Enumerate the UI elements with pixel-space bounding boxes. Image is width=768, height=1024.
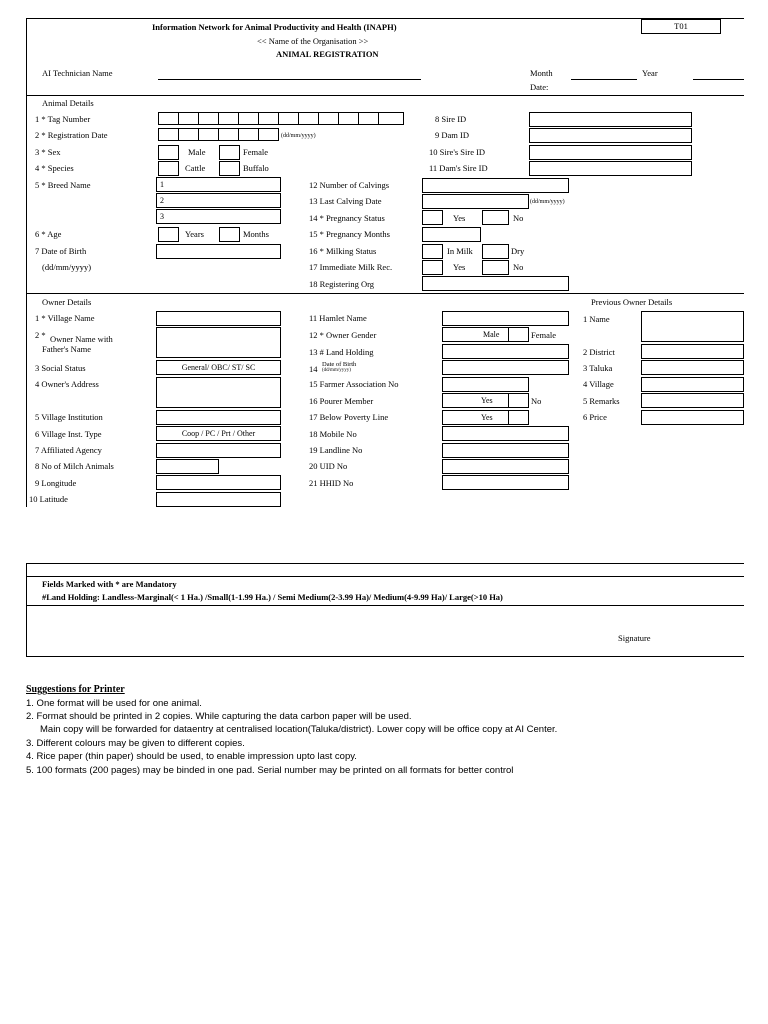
- tag-cell[interactable]: [158, 112, 179, 125]
- year-field[interactable]: [693, 79, 744, 80]
- village-institution-label: 5 Village Institution: [35, 412, 103, 422]
- milking-status-label: 16 * Milking Status: [309, 246, 377, 256]
- organisation-name: << Name of the Organisation >>: [257, 36, 369, 46]
- last-calving-label: 13 Last Calving Date: [309, 196, 382, 206]
- landline-label: 19 Landline No: [309, 445, 363, 455]
- uid-input[interactable]: [442, 459, 569, 474]
- age-months-input[interactable]: [219, 227, 240, 242]
- sire-id-input[interactable]: [529, 112, 692, 127]
- land-holding-note: #Land Holding: Landless-Marginal(< 1 Ha.) /Small(1-1.99 Ha.) / Semi Medium(2-3.99 Ha)/ Medium(4-9.99 Ha)/ Large(>10 Ha): [42, 592, 503, 602]
- prev-name-input[interactable]: [641, 311, 744, 342]
- age-label: 6 * Age: [35, 229, 62, 239]
- tag-number-label: 1 * Tag Number: [35, 114, 91, 124]
- section-divider: [26, 293, 744, 294]
- prev-taluka-input[interactable]: [641, 360, 744, 375]
- prev-village-label: 4 Village: [583, 379, 614, 389]
- footer-divider: [26, 576, 744, 577]
- species-buffalo-checkbox[interactable]: [219, 161, 240, 176]
- tag-cell[interactable]: [278, 112, 299, 125]
- age-years-input[interactable]: [158, 227, 179, 242]
- species-label: 4 * Species: [35, 163, 74, 173]
- breed-input-3[interactable]: 3: [156, 209, 281, 224]
- suggestions-title: Suggestions for Printer: [26, 684, 125, 695]
- registering-org-label: 18 Registering Org: [309, 279, 375, 289]
- pourer-member-label: 16 Pourer Member: [309, 396, 374, 406]
- prev-district-label: 2 District: [583, 347, 615, 357]
- village-name-label: 1 * Village Name: [35, 313, 95, 323]
- form-title: ANIMAL REGISTRATION: [276, 49, 379, 59]
- suggestion-item: 2. Format should be printed in 2 copies. While capturing the data carbon paper will be used.: [26, 711, 412, 722]
- owner-dob-input[interactable]: [442, 360, 569, 375]
- sex-male-checkbox[interactable]: [158, 145, 179, 160]
- dams-sire-id-input[interactable]: [529, 161, 692, 176]
- owner-name-label-1: Owner Name with: [50, 334, 113, 344]
- village-institution-input[interactable]: [156, 410, 281, 425]
- species-cattle-checkbox[interactable]: [158, 161, 179, 176]
- tag-cell[interactable]: [338, 112, 359, 125]
- uid-label: 20 UID No: [309, 461, 348, 471]
- sires-sire-id-input[interactable]: [529, 145, 692, 160]
- prev-remarks-input[interactable]: [641, 393, 744, 408]
- owner-name-number: 2 *: [35, 330, 46, 340]
- gender-female-label: Female: [531, 330, 557, 340]
- sex-male-label: Male: [188, 147, 206, 157]
- num-calvings-input[interactable]: [422, 178, 569, 193]
- species-buffalo-label: Buffalo: [243, 163, 269, 173]
- last-calving-input[interactable]: [422, 194, 529, 209]
- milk-rec-no-label: No: [513, 262, 524, 272]
- section-divider: [26, 95, 744, 96]
- longitude-input[interactable]: [156, 475, 281, 490]
- prev-remarks-label: 5 Remarks: [583, 396, 620, 406]
- form-top-border: [26, 18, 744, 19]
- pourer-no-label: No: [531, 396, 542, 406]
- hhid-input[interactable]: [442, 475, 569, 490]
- suggestion-item: 5. 100 formats (200 pages) may be binded in one pad. Serial number may be printed on all formats for better control: [26, 765, 514, 776]
- milk-rec-yes-label: Yes: [453, 262, 466, 272]
- previous-owner-title: Previous Owner Details: [591, 297, 673, 307]
- prev-taluka-label: 3 Taluka: [583, 363, 613, 373]
- species-cattle-label: Cattle: [185, 163, 206, 173]
- month-label: Month: [530, 68, 553, 78]
- tag-cell[interactable]: [258, 112, 279, 125]
- in-milk-checkbox[interactable]: [422, 244, 443, 259]
- pregnancy-yes-label: Yes: [453, 213, 466, 223]
- dob-format: (dd/mm/yyyy): [42, 262, 92, 272]
- pregnancy-no-label: No: [513, 213, 524, 223]
- tag-cell[interactable]: [358, 112, 379, 125]
- in-milk-label: In Milk: [447, 246, 473, 256]
- owner-dob-number: 14: [309, 364, 318, 374]
- pregnancy-months-input[interactable]: [422, 227, 481, 242]
- latitude-input[interactable]: [156, 492, 281, 507]
- affiliated-agency-input[interactable]: [156, 443, 281, 458]
- date-cell[interactable]: [178, 128, 199, 141]
- technician-name-field[interactable]: [158, 79, 421, 80]
- hamlet-name-input[interactable]: [442, 311, 569, 326]
- age-months-label: Months: [243, 229, 269, 239]
- month-field[interactable]: [571, 79, 637, 80]
- below-poverty-label: 17 Below Poverty Line: [309, 412, 389, 422]
- longitude-label: 9 Longitude: [35, 478, 77, 488]
- date-cell[interactable]: [158, 128, 179, 141]
- suggestion-item: Main copy will be forwarded for dataentry at centralised location(Taluka/district). Lower copy will be office copy at AI Center.: [40, 724, 558, 735]
- mobile-label: 18 Mobile No: [309, 429, 357, 439]
- prev-price-input[interactable]: [641, 410, 744, 425]
- owner-dob-label: Date of Birth: [322, 361, 357, 368]
- num-calvings-label: 12 Number of Calvings: [309, 180, 390, 190]
- land-holding-input[interactable]: [442, 344, 569, 359]
- gender-male-checkbox[interactable]: Male: [442, 327, 509, 342]
- dry-label: Dry: [511, 246, 525, 256]
- pregnancy-yes-checkbox[interactable]: [422, 210, 443, 225]
- dry-checkbox[interactable]: [482, 244, 509, 259]
- suggestion-item: 1. One format will be used for one animal.: [26, 698, 202, 709]
- milk-rec-yes-checkbox[interactable]: [422, 260, 443, 275]
- footer-top-border: [26, 563, 744, 564]
- sire-id-label: 8 Sire ID: [435, 114, 467, 124]
- tag-cell[interactable]: [238, 112, 259, 125]
- tag-cell[interactable]: [198, 112, 219, 125]
- owner-name-input[interactable]: [156, 327, 281, 358]
- date-cell[interactable]: [258, 128, 279, 141]
- address-input[interactable]: [156, 377, 281, 408]
- sires-sire-id-label: 10 Sire's Sire ID: [429, 147, 486, 157]
- breed-input-2[interactable]: 2: [156, 193, 281, 208]
- suggestion-item: 3. Different colours may be given to different copies.: [26, 738, 245, 749]
- dob-input[interactable]: [156, 244, 281, 259]
- address-label: 4 Owner's Address: [35, 379, 99, 389]
- tag-cell[interactable]: [178, 112, 199, 125]
- sex-female-label: Female: [243, 147, 269, 157]
- technician-label: AI Technician Name: [42, 68, 113, 78]
- tag-cell[interactable]: [378, 112, 404, 125]
- registering-org-input[interactable]: [422, 276, 569, 291]
- sex-female-checkbox[interactable]: [219, 145, 240, 160]
- prev-name-label: 1 Name: [583, 314, 610, 324]
- milk-rec-no-checkbox[interactable]: [482, 260, 509, 275]
- registration-date-format: (dd/mm/yyyy): [281, 133, 316, 139]
- org-line: Information Network for Animal Productivity and Health (INAPH): [152, 22, 397, 32]
- farmer-assoc-label: 15 Farmer Association No: [309, 379, 399, 389]
- footer-bottom-border: [26, 656, 744, 657]
- date-label: Date:: [530, 82, 549, 92]
- pregnancy-no-checkbox[interactable]: [482, 210, 509, 225]
- pregnancy-months-label: 15 * Pregnancy Months: [309, 229, 390, 239]
- land-holding-label: 13 # Land Holding: [309, 347, 374, 357]
- prev-price-label: 6 Price: [583, 412, 607, 422]
- tag-cell[interactable]: [318, 112, 339, 125]
- gender-female-checkbox[interactable]: [508, 327, 529, 342]
- social-status-options[interactable]: General/ OBC/ ST/ SC: [156, 360, 281, 375]
- inst-type-label: 6 Village Inst. Type: [35, 429, 102, 439]
- owner-name-label-2: Father's Name: [42, 344, 91, 354]
- mandatory-note: Fields Marked with * are Mandatory: [42, 579, 177, 589]
- prev-village-input[interactable]: [641, 377, 744, 392]
- dams-sire-id-label: 11 Dam's Sire ID: [429, 163, 488, 173]
- owner-section-title: Owner Details: [42, 297, 92, 307]
- hamlet-name-label: 11 Hamlet Name: [309, 313, 367, 323]
- milch-animals-label: 8 No of Milch Animals: [35, 461, 114, 471]
- below-poverty-yes-checkbox[interactable]: Yes: [442, 410, 509, 425]
- suggestion-item: 4. Rice paper (thin paper) should be used, to enable impression upto last copy.: [26, 751, 357, 762]
- age-years-label: Years: [185, 229, 204, 239]
- milk-rec-label: 17 Immediate Milk Rec.: [309, 262, 393, 272]
- form-code: T01: [641, 19, 721, 34]
- signature-label: Signature: [618, 633, 651, 643]
- owner-dob-format: (dd/mm/yyyy): [322, 368, 351, 373]
- footer-divider: [26, 605, 744, 606]
- inst-type-options[interactable]: Coop / PC / Prt / Other: [156, 426, 281, 441]
- year-label: Year: [642, 68, 658, 78]
- tag-cell[interactable]: [298, 112, 319, 125]
- date-cell[interactable]: [218, 128, 239, 141]
- hhid-label: 21 HHID No: [309, 478, 354, 488]
- sex-label: 3 * Sex: [35, 147, 61, 157]
- owner-gender-label: 12 * Owner Gender: [309, 330, 377, 340]
- below-poverty-no-checkbox[interactable]: [508, 410, 529, 425]
- dam-id-input[interactable]: [529, 128, 692, 143]
- dob-label: 7 Date of Birth: [35, 246, 87, 256]
- latitude-label: 10 Latitude: [29, 494, 68, 504]
- tag-cell[interactable]: [218, 112, 239, 125]
- pourer-yes-checkbox[interactable]: Yes: [442, 393, 509, 408]
- mobile-input[interactable]: [442, 426, 569, 441]
- milch-animals-input[interactable]: [156, 459, 219, 474]
- affiliated-agency-label: 7 Affiliated Agency: [35, 445, 102, 455]
- pregnancy-status-label: 14 * Pregnancy Status: [309, 213, 385, 223]
- farmer-assoc-input[interactable]: [442, 377, 529, 392]
- breed-name-label: 5 * Breed Name: [35, 180, 91, 190]
- prev-district-input[interactable]: [641, 344, 744, 359]
- last-calving-format: (dd/mm/yyyy): [530, 199, 565, 205]
- breed-input-1[interactable]: 1: [156, 177, 281, 192]
- form-left-border: [26, 18, 27, 507]
- date-cell[interactable]: [238, 128, 259, 141]
- dam-id-label: 9 Dam ID: [435, 130, 469, 140]
- village-name-input[interactable]: [156, 311, 281, 326]
- landline-input[interactable]: [442, 443, 569, 458]
- registration-date-label: 2 * Registration Date: [35, 130, 108, 140]
- social-status-label: 3 Social Status: [35, 363, 86, 373]
- date-cell[interactable]: [198, 128, 219, 141]
- pourer-no-checkbox[interactable]: [508, 393, 529, 408]
- animal-section-title: Animal Details: [42, 98, 94, 108]
